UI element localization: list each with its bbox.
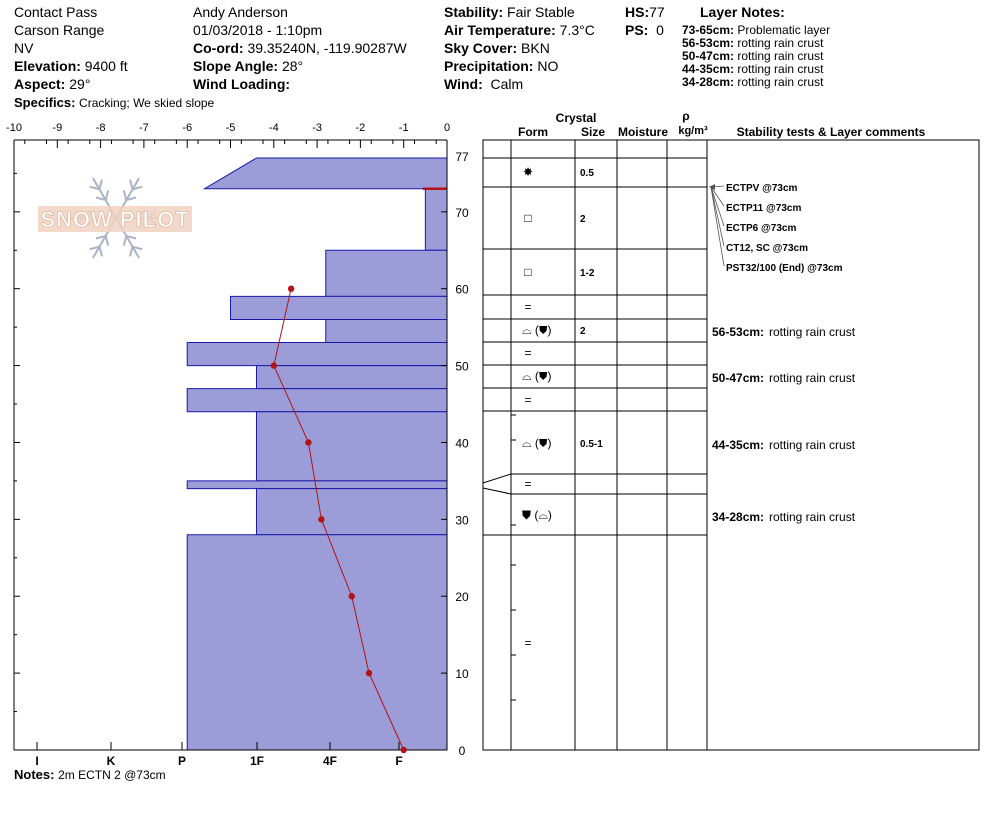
temperature-point [401, 747, 407, 753]
temp-tick-label: -8 [95, 122, 106, 134]
crystal-form: = [524, 477, 532, 491]
airtemp-label: Air Temperature: [444, 22, 556, 38]
snowflake-branch [124, 236, 127, 246]
hardness-label: I [35, 754, 39, 768]
sky-label: Sky Cover: [444, 40, 518, 56]
test-leader-line [711, 187, 724, 266]
crystal-form: = [524, 393, 532, 407]
elevation-value: 9400 ft [84, 58, 128, 74]
layer-notes-title: Layer Notes: [700, 4, 785, 20]
hardness-layer [256, 366, 447, 389]
aspect-label: Aspect: [14, 76, 66, 92]
crystal-form: ⛊ (⌓) [522, 508, 552, 522]
crystal-form: ⌓ (⛊) [522, 369, 552, 383]
temp-tick-label: -2 [355, 122, 366, 134]
hardness-layer [425, 189, 447, 251]
wind-loading-label: Wind Loading: [193, 76, 291, 92]
layer-comment: rotting rain crust [769, 325, 856, 339]
slope-label: Slope Angle: [193, 58, 279, 74]
crystal-form: □ [524, 211, 532, 225]
hs-value: 77 [649, 4, 665, 20]
temp-tick-label: -5 [225, 122, 236, 134]
row-line [483, 488, 707, 494]
header-density: kg/m³ [678, 125, 708, 137]
layer-comment: rotting rain crust [769, 371, 856, 385]
observer: Andy Anderson [193, 4, 288, 20]
height-tick-label: 40 [455, 436, 469, 451]
temp-tick-label: -7 [139, 122, 149, 134]
crystal-form: □ [524, 265, 532, 279]
hardness-layer [187, 481, 447, 489]
hs-label: HS: [625, 4, 650, 20]
test-leader-line [711, 187, 724, 226]
range: Carson Range [14, 22, 105, 38]
coord-label: Co-ord: [193, 40, 244, 56]
temperature-point [349, 593, 355, 599]
crystal-form: ⌓ (⛊) [522, 323, 552, 337]
specifics-label: Specifics: [14, 95, 76, 110]
snowflake-branch [106, 236, 109, 246]
row-line [483, 474, 707, 483]
snowflake-branch [99, 180, 102, 190]
layer-comment-range: 50-47cm: [712, 371, 765, 385]
notes-value: 2m ECTN 2 @73cm [58, 768, 166, 782]
snowflake-branch [99, 247, 102, 257]
hardness-label: P [177, 754, 187, 768]
crystal-size: 2 [580, 214, 586, 225]
layer-note-range: 56-53cm: [682, 36, 735, 50]
temperature-point [366, 670, 372, 676]
crystal-form: ✸ [522, 165, 534, 179]
hardness-label: 1F [249, 754, 265, 768]
header-form: Form [518, 125, 548, 139]
crystal-form: ⌓ (⛊) [522, 436, 552, 450]
snowflake-branch [124, 190, 127, 200]
crystal-size: 0.5 [580, 168, 594, 179]
elevation-label: Elevation: [14, 58, 81, 74]
temp-tick-label: -3 [312, 122, 322, 134]
layer-note-range: 50-47cm: [682, 49, 735, 63]
notes-label: Notes: [14, 767, 55, 782]
hardness-layer [256, 412, 447, 481]
height-tick-label: 77 [455, 150, 469, 164]
hardness-layer [187, 343, 447, 366]
layer-note-text: rotting rain crust [734, 49, 824, 63]
temp-tick-label: -4 [268, 122, 279, 134]
stability-test: ECTPV @73cm [726, 183, 798, 194]
temperature-point [318, 516, 324, 522]
hardness-layer [187, 389, 447, 412]
height-tick-label: 30 [455, 513, 469, 528]
height-tick-label: 70 [455, 205, 469, 220]
hardness-layer [205, 158, 447, 189]
snowpilot-logo [38, 178, 192, 258]
hardness-label: F [395, 754, 403, 768]
snowflake-branch [130, 180, 133, 190]
stability-test: ECTP6 @73cm [726, 223, 797, 234]
crystal-form: = [524, 636, 532, 650]
height-tick-label: 0 [458, 744, 466, 758]
wind-label: Wind: [444, 76, 483, 92]
temp-tick-label: -9 [52, 122, 63, 134]
layer-table [483, 109, 979, 750]
layer-comment: rotting rain crust [769, 510, 856, 524]
precip-value: NO [537, 58, 559, 74]
hardness-layer [256, 489, 447, 535]
stability-test: ECTP11 @73cm [726, 203, 802, 214]
snowflake-branch [130, 247, 133, 257]
datetime: 01/03/2018 - 1:10pm [193, 22, 323, 38]
airtemp-value: 7.3°C [559, 22, 595, 38]
layer-note-range: 34-28cm: [682, 75, 735, 89]
hardness-layer [326, 250, 447, 296]
crystal-form: = [524, 300, 532, 314]
header-comments: Stability tests & Layer comments [736, 125, 926, 139]
header-moisture: Moisture [617, 125, 669, 139]
height-tick-label: 50 [455, 359, 469, 374]
temp-tick-label: -10 [6, 122, 22, 134]
hardness-layer [187, 535, 447, 750]
temp-tick-label: -1 [398, 122, 409, 134]
crystal-form: = [524, 346, 532, 360]
stability-test: PST32/100 (End) @73cm [726, 263, 843, 274]
slope-value: 28° [281, 58, 304, 74]
crystal-size: 1-2 [580, 268, 595, 279]
snowflake-branch [106, 190, 109, 200]
header-rho: ρ [682, 109, 690, 123]
sky-value: BKN [521, 40, 550, 56]
specifics-value: Cracking; We skied slope [79, 96, 215, 110]
hardness-label: 4F [322, 754, 338, 768]
aspect-value: 29° [69, 76, 91, 92]
layer-note-range: 44-35cm: [682, 62, 735, 76]
ps-label: PS: [625, 22, 649, 38]
temperature-point [305, 439, 311, 445]
height-tick-label: 10 [455, 667, 469, 682]
layer-comment-range: 56-53cm: [712, 325, 765, 339]
stability-value: Fair Stable [507, 4, 575, 20]
temperature-point [271, 362, 277, 368]
hardness-label: K [106, 754, 116, 768]
hardness-layers [187, 158, 447, 750]
header-size: Size [580, 125, 606, 139]
height-tick-label: 20 [455, 590, 469, 605]
layer-comment-range: 34-28cm: [712, 510, 765, 524]
temp-tick-label: 0 [443, 122, 451, 134]
state: NV [14, 40, 34, 56]
coord-value: 39.35240N, -119.90287W [247, 40, 407, 56]
crystal-size: 0.5-1 [580, 439, 603, 450]
height-tick-label: 60 [455, 282, 469, 297]
hardness-layer [326, 319, 447, 342]
layer-note-text: Problematic layer [734, 23, 831, 37]
logo-text: SNOW PILOT [40, 207, 190, 232]
temp-tick-label: -6 [182, 122, 193, 134]
layer-note-range: 73-65cm: [682, 23, 735, 37]
layer-note-text: rotting rain crust [734, 36, 824, 50]
stability-label: Stability: [444, 4, 504, 20]
crystal-size: 2 [580, 326, 586, 337]
location: Contact Pass [14, 4, 98, 20]
stability-test: CT12, SC @73cm [726, 243, 809, 254]
layer-comment: rotting rain crust [769, 438, 856, 452]
hardness-layer [231, 296, 448, 319]
ps-value: 0 [656, 22, 664, 38]
layer-note-text: rotting rain crust [734, 62, 824, 76]
layer-note-text: rotting rain crust [734, 75, 824, 89]
temperature-point [288, 286, 294, 292]
notes [14, 767, 166, 782]
wind-value: Calm [490, 76, 524, 92]
layer-comment-range: 44-35cm: [712, 438, 765, 452]
precip-label: Precipitation: [444, 58, 534, 74]
header-crystal: Crystal [555, 111, 597, 125]
